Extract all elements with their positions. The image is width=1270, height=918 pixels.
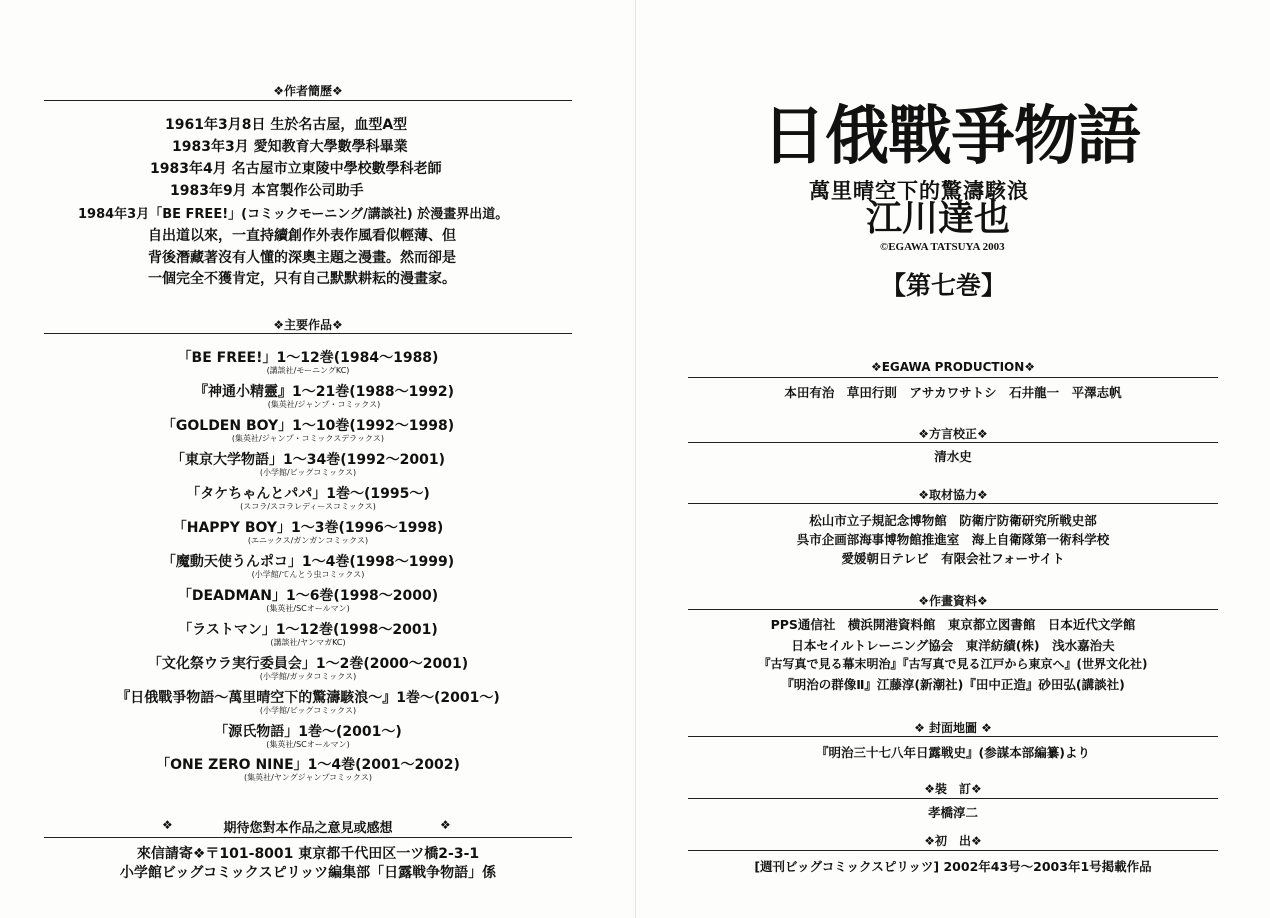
work-publisher: (スコラ/スコラレディースコミックス) (240, 502, 376, 511)
cooperation-line: 呉市企画部海事博物館推進室 海上自衛隊第一術科学校 (796, 532, 1110, 547)
bio-line: 1983年3月 愛知教育大學數學科畢業 (172, 139, 408, 155)
first-header: ❖初 出❖ (924, 834, 982, 848)
feedback-divider (44, 837, 572, 838)
feedback-diamond-right: ❖ (440, 818, 451, 832)
feedback-header: 期待您對本作品之意見或感想 (223, 821, 393, 836)
work-title: 「東京大学物語」1〜34巻(1992〜2001) (171, 452, 445, 468)
copyright: ©EGAWA TATSUYA 2003 (880, 241, 1005, 253)
bio-line: 自出道以來，一直持續創作外表作風看似輕薄、但 (148, 228, 456, 244)
materials-line: PPS通信社 横浜開港資料館 東京都立図書館 日本近代文学館 (770, 617, 1136, 632)
cooperation-header: ❖取材協力❖ (918, 488, 988, 502)
work-publisher: (集英社/SCオールマン) (266, 604, 350, 613)
bio-header: ❖作者簡歷❖ (273, 84, 343, 98)
work-title: 「文化祭ウラ実行委員会」1〜2巻(2000〜2001) (147, 656, 469, 672)
author-name: 江川達也 (866, 197, 1011, 239)
materials-line: 『明治の群像Ⅱ』江藤淳(新潮社)『田中正造』砂田弘(講談社) (781, 677, 1125, 692)
work-publisher: (講談社/モーニングKC) (266, 366, 350, 375)
materials-line: 『古写真で見る幕末明治』『古写真で見る江戸から東京へ』(世界文化社) (758, 657, 1148, 671)
work-publisher: (小学館/ビッグコミックス) (259, 706, 357, 715)
works-header: ❖主要作品❖ (273, 318, 343, 332)
work-publisher: (エニックス/ガンガンコミックス) (247, 536, 369, 545)
work-title: 「ONE ZERO NINE」1〜4巻(2001〜2002) (156, 757, 460, 773)
binding-divider (688, 798, 1218, 799)
work-publisher: (集英社/ジャンプ・コミックス) (267, 400, 381, 409)
first-divider (688, 850, 1218, 851)
work-title: 「魔動天使うんポコ」1〜4巻(1998〜1999) (161, 554, 455, 570)
production-header: ❖EGAWA PRODUCTION❖ (870, 360, 1036, 374)
cooperation-line: 愛媛朝日テレビ 有限会社フォーサイト (841, 551, 1065, 566)
address-line: 小学館ビッグコミックスピリッツ編集部「日露戦争物語」係 (119, 865, 497, 881)
cooperation-line: 松山市立子規記念博物館 防衛庁防衛研究所戦史部 (809, 513, 1097, 528)
map-divider (688, 736, 1218, 737)
dialect-header: ❖方言校正❖ (918, 427, 988, 441)
bio-line: 背後潛藏著沒有人懂的深奧主題之漫畫。然而卻是 (148, 250, 456, 266)
map-value: 『明治三十七八年日露戦史』(参謀本部編纂)より (816, 745, 1090, 760)
materials-divider (688, 609, 1218, 610)
bio-line: 1961年3月8日 生於名古屋，血型A型 (165, 117, 408, 133)
bio-line: 1983年4月 名古屋市立東陵中學校數學科老師 (150, 161, 442, 177)
dialect-value: 清水史 (934, 449, 972, 464)
work-title: 「HAPPY BOY」1〜3巻(1996〜1998) (172, 520, 444, 536)
bio-line: 1983年9月 本宮製作公司助手 (170, 183, 364, 199)
materials-header: ❖作畫資料❖ (918, 594, 988, 608)
bio-line: 一個完全不獲肯定，只有自己默默耕耘的漫畫家。 (148, 271, 456, 287)
page-fold (635, 0, 636, 918)
address-line: 來信請寄❖〒101-8001 東京都千代田区一ツ橋2-3-1 (136, 846, 480, 862)
materials-line: 日本セイルトレーニング協会 東洋紡績(株) 浅水嘉治夫 (791, 638, 1115, 653)
volume-label: 【第七巻】 (881, 271, 1007, 300)
works-divider (44, 333, 572, 334)
work-publisher: (講談社/ヤンマガKC) (270, 638, 346, 647)
work-title: 「GOLDEN BOY」1〜10巻(1992〜1998) (161, 418, 455, 434)
work-title: 「BE FREE!」1〜12巻(1984〜1988) (177, 350, 439, 366)
bio-line: 1984年3月「BE FREE!」(コミックモーニング/講談社) 於漫畫界出道。 (78, 207, 509, 222)
work-title: 「DEADMAN」1〜6巻(1998〜2000) (177, 588, 439, 604)
work-title: 『神通小精靈』1〜21巻(1988〜1992) (194, 384, 454, 400)
work-title: 『日俄戰爭物語〜萬里晴空下的驚濤駭浪〜』1巻〜(2001〜) (116, 690, 500, 706)
work-publisher: (小学館/てんとう虫コミックス) (251, 570, 365, 579)
feedback-diamond-left: ❖ (162, 818, 173, 832)
work-publisher: (集英社/ヤングジャンプコミックス) (244, 773, 372, 782)
staff-list: 本田有治 草田行則 アサカワサトシ 石井龍一 平澤志帆 (784, 385, 1122, 400)
work-publisher: (小学館/ビッグコミックス) (259, 468, 357, 477)
cooperation-divider (688, 503, 1218, 504)
map-header: ❖ 封面地圖 ❖ (914, 721, 992, 735)
binding-header: ❖裝 訂❖ (924, 782, 982, 796)
work-publisher: (小学館/ガッタコミックス) (259, 672, 357, 681)
work-publisher: (集英社/ジャンプ・コミックスデラックス) (231, 434, 385, 443)
work-title: 「源氏物語」1巻〜(2001〜) (214, 724, 402, 740)
work-title: 「ラストマン」1〜12巻(1998〜2001) (178, 622, 438, 638)
dialect-divider (688, 442, 1218, 443)
work-publisher: (集英社/SCオールマン) (266, 740, 350, 749)
book-subtitle: 萬里晴空下的驚濤駭浪 (809, 178, 1029, 203)
first-value: [週刊ビッグコミックスピリッツ] 2002年43号〜2003年1号掲載作品 (754, 859, 1152, 874)
book-title: 日俄戰爭物語 (762, 99, 1140, 174)
bio-divider (44, 100, 572, 101)
binding-value: 孝橋淳二 (927, 805, 978, 820)
work-title: 「タケちゃんとパパ」1巻〜(1995〜) (186, 486, 430, 502)
production-divider (688, 377, 1218, 378)
